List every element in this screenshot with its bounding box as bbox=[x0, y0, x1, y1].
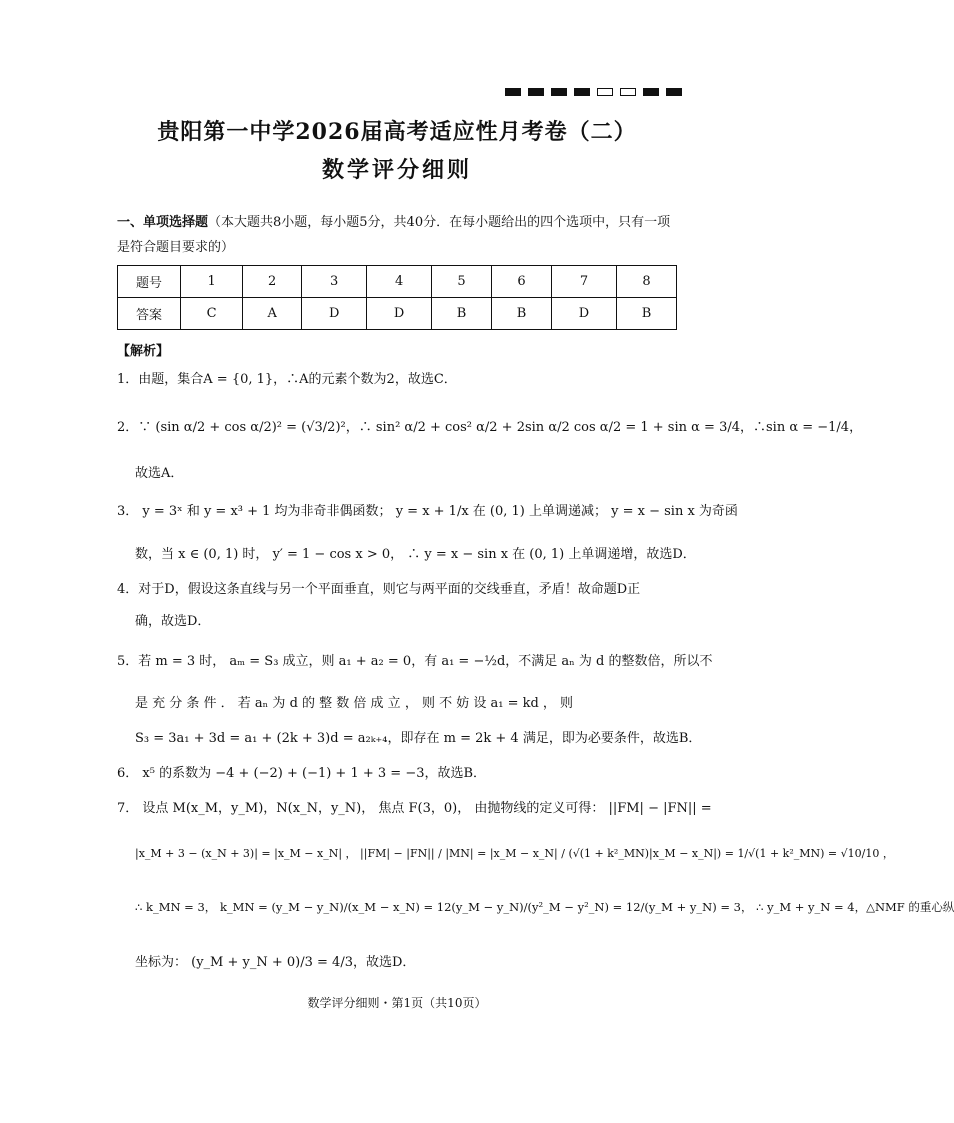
section1-intro bbox=[117, 210, 677, 260]
table-row bbox=[118, 266, 677, 298]
answer-cell: B bbox=[432, 298, 492, 330]
answer-cell: B bbox=[492, 298, 552, 330]
mark-filled bbox=[551, 88, 567, 96]
question-number: 3 bbox=[302, 266, 367, 298]
solution-2-cont: 故选A． bbox=[135, 466, 184, 481]
solution-3-cont: 数，当 x ∈ (0, 1) 时， y′ = 1 − cos x > 0， ∴ y = x − sin x 在 (0, 1) 上单调递增，故选D． bbox=[135, 547, 696, 562]
solution-5-cont2: S₃ = 3a₁ + 3d = a₁ + (2k + 3)d = a₂ₖ₊₄，即存在 m = 2k + 4 满足，即为必要条件，故选B． bbox=[135, 731, 702, 746]
answer-cell: D bbox=[552, 298, 617, 330]
question-number: 7 bbox=[552, 266, 617, 298]
solution-5-cont: 是 充 分 条 件 ． 若 aₙ 为 d 的 整 数 倍 成 立 ， 则 不 妨 设 a₁ = kd ， 则 bbox=[135, 696, 574, 711]
section1-desc: （本大题共8小题，每小题5分，共40分．在每小题给出的四个选项中，只有一项是符合题目要求的） bbox=[117, 215, 671, 255]
document-title: 贵阳第一中学2026届高考适应性月考卷（二） bbox=[157, 119, 637, 145]
answer-cell: A bbox=[243, 298, 302, 330]
question-number: 6 bbox=[492, 266, 552, 298]
solution-4-cont: 确，故选D． bbox=[135, 614, 211, 629]
question-number: 2 bbox=[243, 266, 302, 298]
answer-cell: D bbox=[367, 298, 432, 330]
mark-filled bbox=[505, 88, 521, 96]
mark-hollow bbox=[620, 88, 636, 96]
question-number: 5 bbox=[432, 266, 492, 298]
table-row bbox=[118, 298, 677, 330]
mark-filled bbox=[666, 88, 682, 96]
page-footer: 数学评分细则・第1页（共10页） bbox=[307, 996, 487, 1010]
solution-6: 6． x⁵ 的系数为 −4 + (−2) + (−1) + 1 + 3 = −3，故选B． bbox=[117, 766, 487, 781]
solution-7-cont2: ∴ k_MN = 3， k_MN = (y_M − y_N)/(x_M − x_N) = 12(y_M − y_N)/(y²_M − y²_N) = 12/(y_M + y_N) = 3， ∴ y_M + y_N = 4，△NMF 的重心纵 bbox=[135, 900, 954, 914]
header-marks bbox=[505, 88, 682, 96]
document-subtitle: 数学评分细则 bbox=[321, 157, 472, 183]
solution-1: 1．由题，集合A = {0, 1}，∴A的元素个数为2，故选C． bbox=[117, 372, 457, 387]
solution-3: 3． y = 3ˣ 和 y = x³ + 1 均为非奇非偶函数； y = x + 1/x 在 (0, 1) 上单调递减； y = x − sin x 为奇函 bbox=[117, 504, 738, 519]
answer-table bbox=[117, 265, 677, 330]
question-number: 4 bbox=[367, 266, 432, 298]
answer-cell: C bbox=[181, 298, 243, 330]
mark-filled bbox=[528, 88, 544, 96]
mark-filled bbox=[574, 88, 590, 96]
mark-filled bbox=[643, 88, 659, 96]
solution-7-cont: |x_M + 3 − (x_N + 3)| = |x_M − x_N| ， ||FM| − |FN|| / |MN| = |x_M − x_N| / (√(1 + k²_MN)|x_M − x_N|) = 1/√(1 + k²_MN) = √10/10 ， bbox=[135, 847, 894, 860]
solution-4: 4．对于D，假设这条直线与另一个平面垂直，则它与两平面的交线垂直，矛盾！故命题D正 bbox=[117, 582, 641, 597]
row-label: 题号 bbox=[118, 266, 181, 298]
row-label: 答案 bbox=[118, 298, 181, 330]
solution-5: 5．若 m = 3 时， aₘ = S₃ 成立，则 a₁ + a₂ = 0，有 a₁ = −½d，不满足 aₙ 为 d 的整数倍，所以不 bbox=[117, 654, 713, 669]
answer-cell: B bbox=[616, 298, 676, 330]
solution-7-cont3: 坐标为： (y_M + y_N + 0)/3 = 4/3，故选D． bbox=[135, 955, 416, 970]
question-number: 8 bbox=[616, 266, 676, 298]
question-number: 1 bbox=[181, 266, 243, 298]
solution-7: 7． 设点 M(x_M，y_M)，N(x_N，y_N)， 焦点 F(3，0)， 由抛物线的定义可得： ||FM| − |FN|| = bbox=[117, 801, 712, 816]
answer-cell: D bbox=[302, 298, 367, 330]
solution-2: 2．∵ (sin α/2 + cos α/2)² = (√3/2)²，∴ sin² α/2 + cos² α/2 + 2sin α/2 cos α/2 = 1 + sin α = 3/4，∴sin α = −1/4， bbox=[117, 420, 863, 435]
analysis-label: 【解析】 bbox=[117, 344, 170, 359]
mark-hollow bbox=[597, 88, 613, 96]
section1-heading: 一、单项选择题 bbox=[117, 215, 209, 230]
